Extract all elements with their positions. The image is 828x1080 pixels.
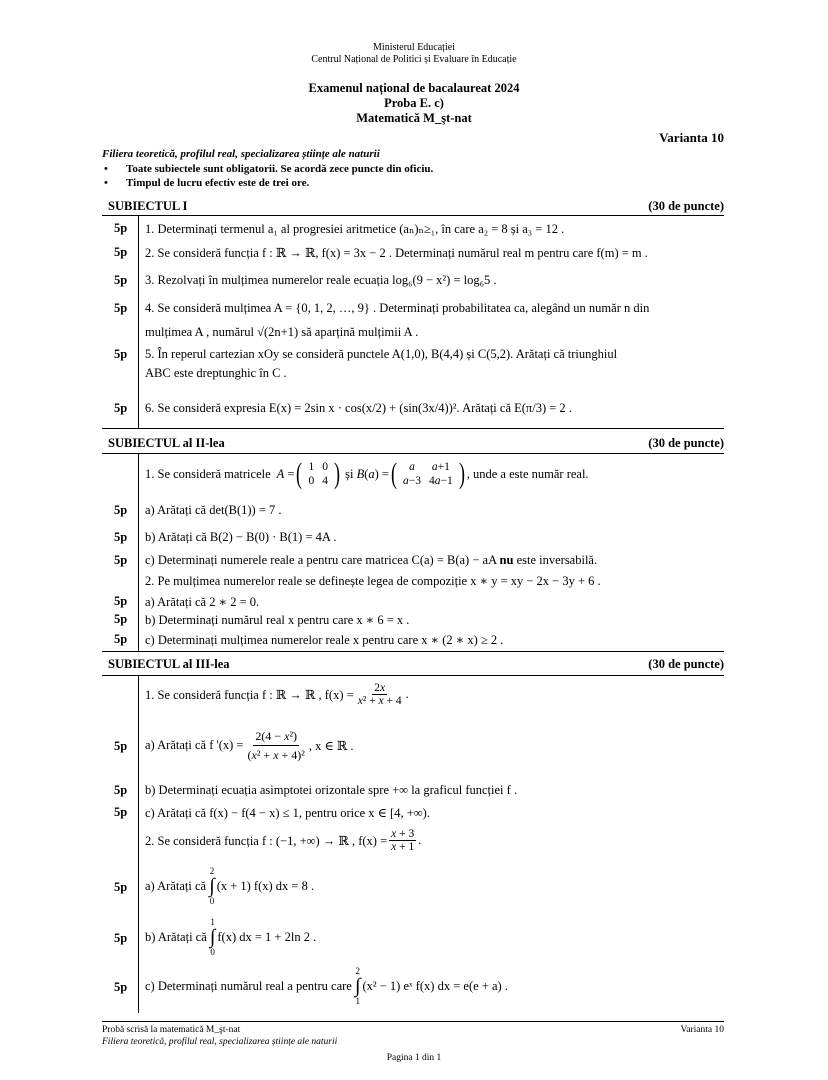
exam-title: Examenul național de bacalaureat 2024 (308, 81, 520, 95)
s3-2c-end: (x² − 1) eˣ f(x) dx = e(e + a) . (362, 978, 508, 993)
s2-1c-text: c) Determinați numerele reale a pentru care matricea C(a) = B(a) − aA (145, 553, 497, 567)
s1-q2: 2. Se consideră funcția f : ℝ → ℝ, f(x) = 3x − 2 . Determinați numărul real m pentru care f(m) = m . (145, 246, 648, 260)
footer-left-1: Probă scrisă la matematică M_şt-nat (102, 1025, 241, 1035)
s3-1a-text: a) Arătați că f '(x) = (145, 738, 244, 752)
integral-sign: 2 ∫ 0 (209, 866, 215, 906)
s1-q4: 4. Se consideră mulțimea A = {0, 1, 2, …, 9} . Determinați probabilitatea ca, alegând un număr n din (145, 301, 650, 315)
section-3-points: (30 de puncte) (648, 657, 724, 671)
item-points: 5p (114, 783, 128, 797)
s3-2b (145, 917, 316, 957)
s3-2c (145, 966, 508, 1006)
integral-sign: 1 ∫ 0 (209, 917, 216, 957)
footer-divider (102, 1021, 724, 1022)
s2-2b: b) Determinați numărul real x pentru care x ∗ 6 = x . (145, 613, 410, 627)
section-1-points: (30 de puncte) (648, 199, 724, 213)
integral-sign: 2 ∫ 1 (354, 966, 361, 1006)
item-points: 5p (114, 553, 128, 567)
page-number: Pagina 1 din 1 (386, 1053, 442, 1063)
s3-2a (145, 866, 314, 906)
s3-p2: 2. Se consideră funcția f : (−1, +∞) → ℝ , f(x) = $\frac{x + 3}{x + 1}$ . (145, 828, 422, 853)
section-1-title: SUBIECTUL I (108, 199, 188, 213)
s1-q6: 6. Se consideră expresia E(x) = 2sin x · cos(x/2) + (sin(3x/4))². Arătați că E(π/3) = 2 . (145, 401, 572, 415)
points-column-rule (138, 215, 139, 428)
item-points: 5p (114, 347, 128, 361)
s3-1c: c) Arătați că f(x) − f(4 − x) ≤ 1, pentru orice x ∈ [4, +∞). (145, 806, 430, 820)
item-points: 5p (114, 245, 128, 259)
s1-q3: 3. Rezolvați în mulțimea numerelor reale ecuația log₆(9 − x²) = log₆5 . (145, 273, 497, 287)
item-points: 5p (114, 301, 128, 315)
s3-2c-text: c) Determinați numărul real a pentru care (145, 978, 352, 993)
s2-1b: b) Arătați că B(2) − B(0) · B(1) = 4A . (145, 530, 337, 544)
footer-variant: Varianta 10 (680, 1025, 724, 1035)
item-points: 5p (114, 880, 128, 894)
section-divider (102, 428, 724, 429)
points-column-rule (138, 675, 139, 1013)
ministry-line: Ministerul Educației (373, 42, 455, 53)
section-divider (102, 215, 724, 216)
matrix-B: ( a a+1 a−3 4a−1 ) (390, 457, 465, 490)
item-points: 5p (114, 805, 128, 819)
item-points: 5p (114, 401, 128, 415)
item-points: 5p (114, 612, 128, 626)
proba-title: Proba E. c) (384, 96, 444, 110)
s2-2c: c) Determinați mulțimea numerelor reale x pentru care x ∗ (2 ∗ x) ≥ 2 . (145, 633, 504, 647)
section-divider (102, 453, 724, 454)
points-column-rule (138, 453, 139, 651)
s1-q4-cont: mulțimea A , numărul √(2n+1) să aparțină mulțimii A . (145, 325, 419, 339)
section-2-points: (30 de puncte) (648, 436, 724, 450)
s2-1c-end: este inversabilă. (516, 553, 598, 567)
subject-title: Matematică M_şt-nat (356, 111, 472, 125)
rule-item: • Toate subiectele sunt obligatorii. Se acordă zece puncte din oficiu. (102, 162, 433, 176)
s2-p1-end: , unde a este număr real. (466, 466, 589, 481)
s1-q5-cont: ABC este dreptunghic în C . (145, 366, 287, 380)
item-points: 5p (114, 980, 128, 994)
s3-1b: b) Determinați ecuația asimptotei orizontale spre +∞ la graficul funcției f . (145, 783, 518, 797)
s2-1c (145, 553, 597, 568)
s2-p1: 1. Se consideră matricele A = ( 1 0 0 4 ) și B ( a ) = ( a a+1 a−3 4a−1 ) , unde a este număr real. (145, 457, 589, 490)
section-divider (102, 675, 724, 676)
s2-p2: 2. Pe mulțimea numerelor reale se definește legea de compoziție x ∗ y = xy − 2x − 3y + 6 . (145, 574, 601, 588)
s2-2a: a) Arătați că 2 ∗ 2 = 0. (145, 595, 260, 609)
section-3-header (102, 657, 724, 672)
s3-p1: 1. Se consideră funcția f : ℝ → ℝ , f(x) = $\frac{2x}{\text{x² + x + 4}}$ . (145, 682, 409, 707)
item-points: 5p (114, 503, 128, 517)
item-points: 5p (114, 931, 128, 945)
s1-q5: 5. În reperul cartezian xOy se consideră punctele A(1,0), B(4,4) și C(5,2). Arătați că triunghiul (145, 347, 618, 361)
rule-item: • Timpul de lucru efectiv este de trei ore. (102, 176, 433, 190)
s3-1a-end: , x ∈ ℝ . (308, 738, 354, 753)
center-line: Centrul Național de Politici și Evaluare în Educație (311, 54, 517, 65)
rules-list (102, 162, 433, 190)
s3-p1-text: 1. Se consideră funcția f : ℝ → ℝ , f(x) = (145, 687, 354, 702)
item-points: 5p (114, 739, 128, 753)
item-points: 5p (114, 594, 128, 608)
footer-left-2: Filiera teoretică, profilul real, specializarea științe ale naturii (102, 1037, 338, 1047)
s3-2b-end: f(x) dx = 1 + 2ln 2 . (217, 929, 317, 944)
s2-1a: a) Arătați că det(B(1)) = 7 . (145, 503, 282, 517)
variant-label: Varianta 10 (659, 130, 724, 145)
s3-p2-text: 2. Se consideră funcția f : (−1, +∞) → ℝ , f(x) = (145, 833, 388, 848)
s3-2b-text: b) Arătați că (145, 929, 207, 944)
item-points: 5p (114, 530, 128, 544)
item-points: 5p (114, 221, 128, 235)
s2-p1-text: 1. Se consideră matricele (145, 466, 271, 481)
section-1-header (102, 199, 724, 214)
s1-q1: 1. Determinați termenul a₁ al progresiei aritmetice (aₙ)ₙ≥₁, în care a₂ = 8 și a₃ = 12 . (145, 222, 565, 236)
matrix-A: ( 1 0 0 4 ) (296, 457, 340, 490)
s3-1a: a) Arătați că f '(x) = $\frac{\text{2(4 − x²)}}{\text{(x² + x + 4)²}}$ , x ∈ ℝ . (145, 729, 354, 762)
section-divider (102, 651, 724, 652)
s3-2a-text: a) Arătați că (145, 878, 207, 893)
section-2-title: SUBIECTUL al II-lea (108, 436, 225, 450)
section-3-title: SUBIECTUL al III-lea (108, 657, 230, 671)
item-points: 5p (114, 632, 128, 646)
item-points: 5p (114, 273, 128, 287)
section-2-header (102, 436, 724, 451)
s2-1c-bold: nu (499, 553, 514, 567)
s3-2a-end: (x + 1) f(x) dx = 8 . (216, 878, 315, 893)
filiera-line: Filiera teoretică, profilul real, specializarea științe ale naturii (102, 148, 380, 160)
